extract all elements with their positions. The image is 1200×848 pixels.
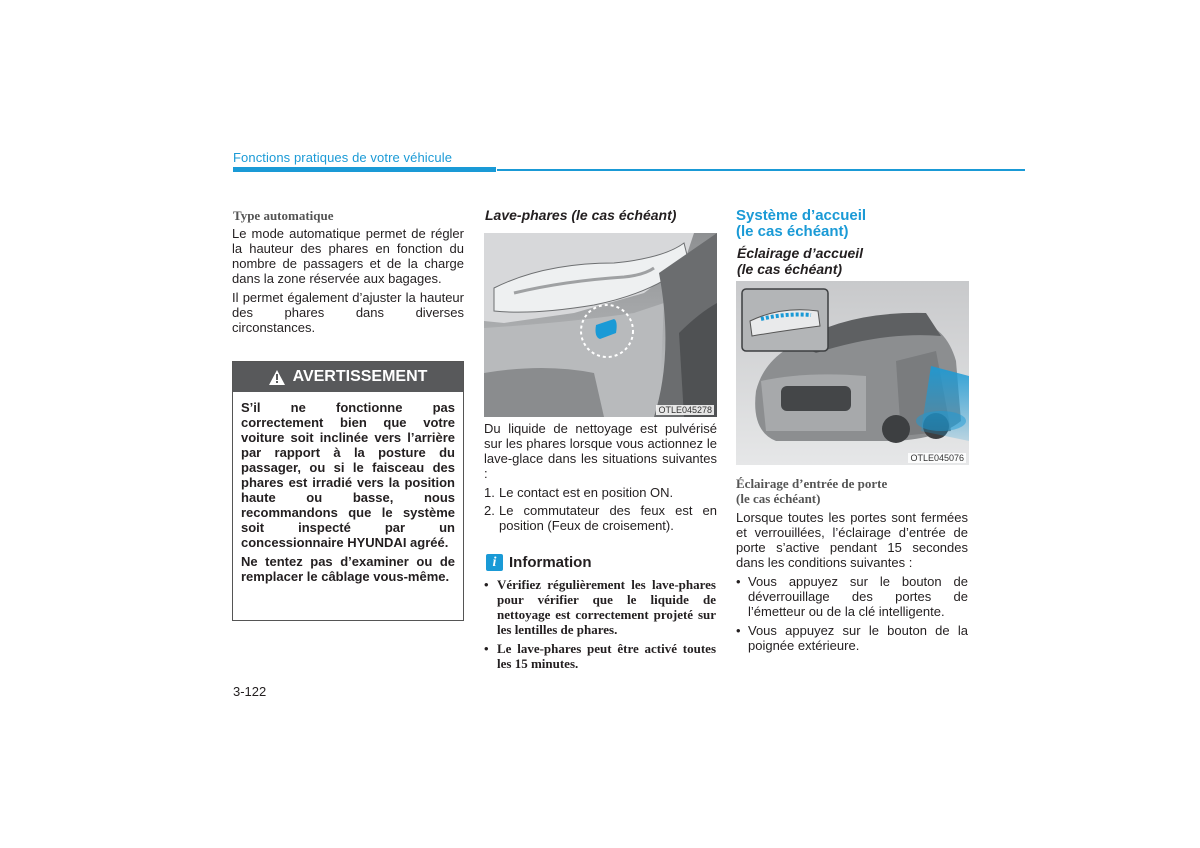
list-item <box>484 577 716 637</box>
warning-paragraph: Ne tentez pas d’examiner ou de remplacer le câblage vous-même. <box>241 554 455 584</box>
heading-lave-phares: Lave-phares (le cas échéant) <box>485 207 677 223</box>
warning-header <box>233 362 463 392</box>
headlamp-washer-illustration <box>484 233 717 417</box>
image-code: OTLE045076 <box>910 453 964 463</box>
list-item <box>736 574 968 619</box>
subheading-eclairage-accueil <box>737 245 863 277</box>
bullet-icon: • <box>736 574 741 589</box>
heading-line: (le cas échéant) <box>736 223 849 240</box>
information-list <box>484 577 716 675</box>
paragraph: Il permet également d’ajuster la hauteur des phares dans diverses circonstances. <box>232 290 464 335</box>
subheading-type-automatique: Type automatique <box>233 208 334 223</box>
col1-body <box>232 226 464 339</box>
warning-title: AVERTISSEMENT <box>292 368 428 385</box>
warning-paragraph: S’il ne fonctionne pas correctement bien que votre voiture soit inclinée vers l’arrière par rapport à la posture du passager, ou si le faisceau des phares est irradié vers la position haute ou basse, nous recommandons que le système soit inspecté par un concessionnaire HYUNDAI agréé. <box>241 400 455 550</box>
information-header <box>486 554 592 571</box>
step-number: 2. <box>484 503 495 518</box>
list-item <box>484 485 717 500</box>
subheading-eclairage-entree <box>736 476 887 506</box>
bullet-icon: • <box>736 623 741 638</box>
page-number: 3-122 <box>233 684 267 699</box>
step-text: Le contact est en position ON. <box>499 485 674 500</box>
info-icon: i <box>486 554 503 571</box>
subheading-line: (le cas échéant) <box>737 261 843 277</box>
image-code: OTLE045278 <box>658 405 712 415</box>
list-item <box>484 641 716 671</box>
bullet-list <box>736 574 968 653</box>
steps-list <box>484 485 717 533</box>
header-rule-thick <box>233 167 496 172</box>
step-text: Le commutateur des feux est en position (Feux de croisement). <box>499 503 717 533</box>
subheading-line: Éclairage d’accueil <box>737 245 864 261</box>
paragraph: Lorsque toutes les portes sont fermées et verrouillées, l’éclairage d’entrée de porte s’active pendant 15 secondes dans les conditions suivantes : <box>736 510 968 570</box>
heading-systeme-accueil <box>736 208 866 240</box>
heading-line: Système d’accueil <box>736 207 867 224</box>
list-item <box>736 623 968 653</box>
bullet-text: Vous appuyez sur le bouton de déverrouillage des portes de l’émetteur ou de la clé intelligente. <box>748 574 968 619</box>
bullet-icon: • <box>484 577 489 592</box>
warning-body <box>233 392 463 584</box>
information-text: Vérifiez régulièrement les lave-phares pour vérifier que le liquide de nettoyage est correctement projeté sur les lentilles de phares. <box>497 577 716 637</box>
section-title: Fonctions pratiques de votre véhicule <box>233 150 453 165</box>
headlamp-washer-drawing <box>484 233 717 417</box>
header-rule-thin <box>497 169 1025 171</box>
step-number: 1. <box>484 485 495 500</box>
bullet-text: Vous appuyez sur le bouton de la poignée extérieure. <box>748 623 968 653</box>
col2-body <box>484 421 717 536</box>
warning-box <box>232 361 464 621</box>
paragraph: Le mode automatique permet de régler la hauteur des phares en fonction du nombre de passagers et de la charge dans la zone réservée aux bagages. <box>232 226 464 286</box>
information-text: Le lave-phares peut être activé toutes les 15 minutes. <box>497 641 716 671</box>
col3-body <box>736 510 968 657</box>
information-title: Information <box>509 554 592 571</box>
subheading-line: Éclairage d’entrée de porte <box>736 476 888 491</box>
subheading-line: (le cas échéant) <box>736 491 821 506</box>
welcome-light-illustration <box>736 281 969 465</box>
list-item <box>484 503 717 533</box>
paragraph: Du liquide de nettoyage est pulvérisé sur les phares lorsque vous actionnez le lave-glace dans les situations suivantes : <box>484 421 717 481</box>
warning-triangle-icon <box>269 370 285 385</box>
bullet-icon: • <box>484 641 489 656</box>
suv-welcome-light-drawing <box>736 281 969 465</box>
